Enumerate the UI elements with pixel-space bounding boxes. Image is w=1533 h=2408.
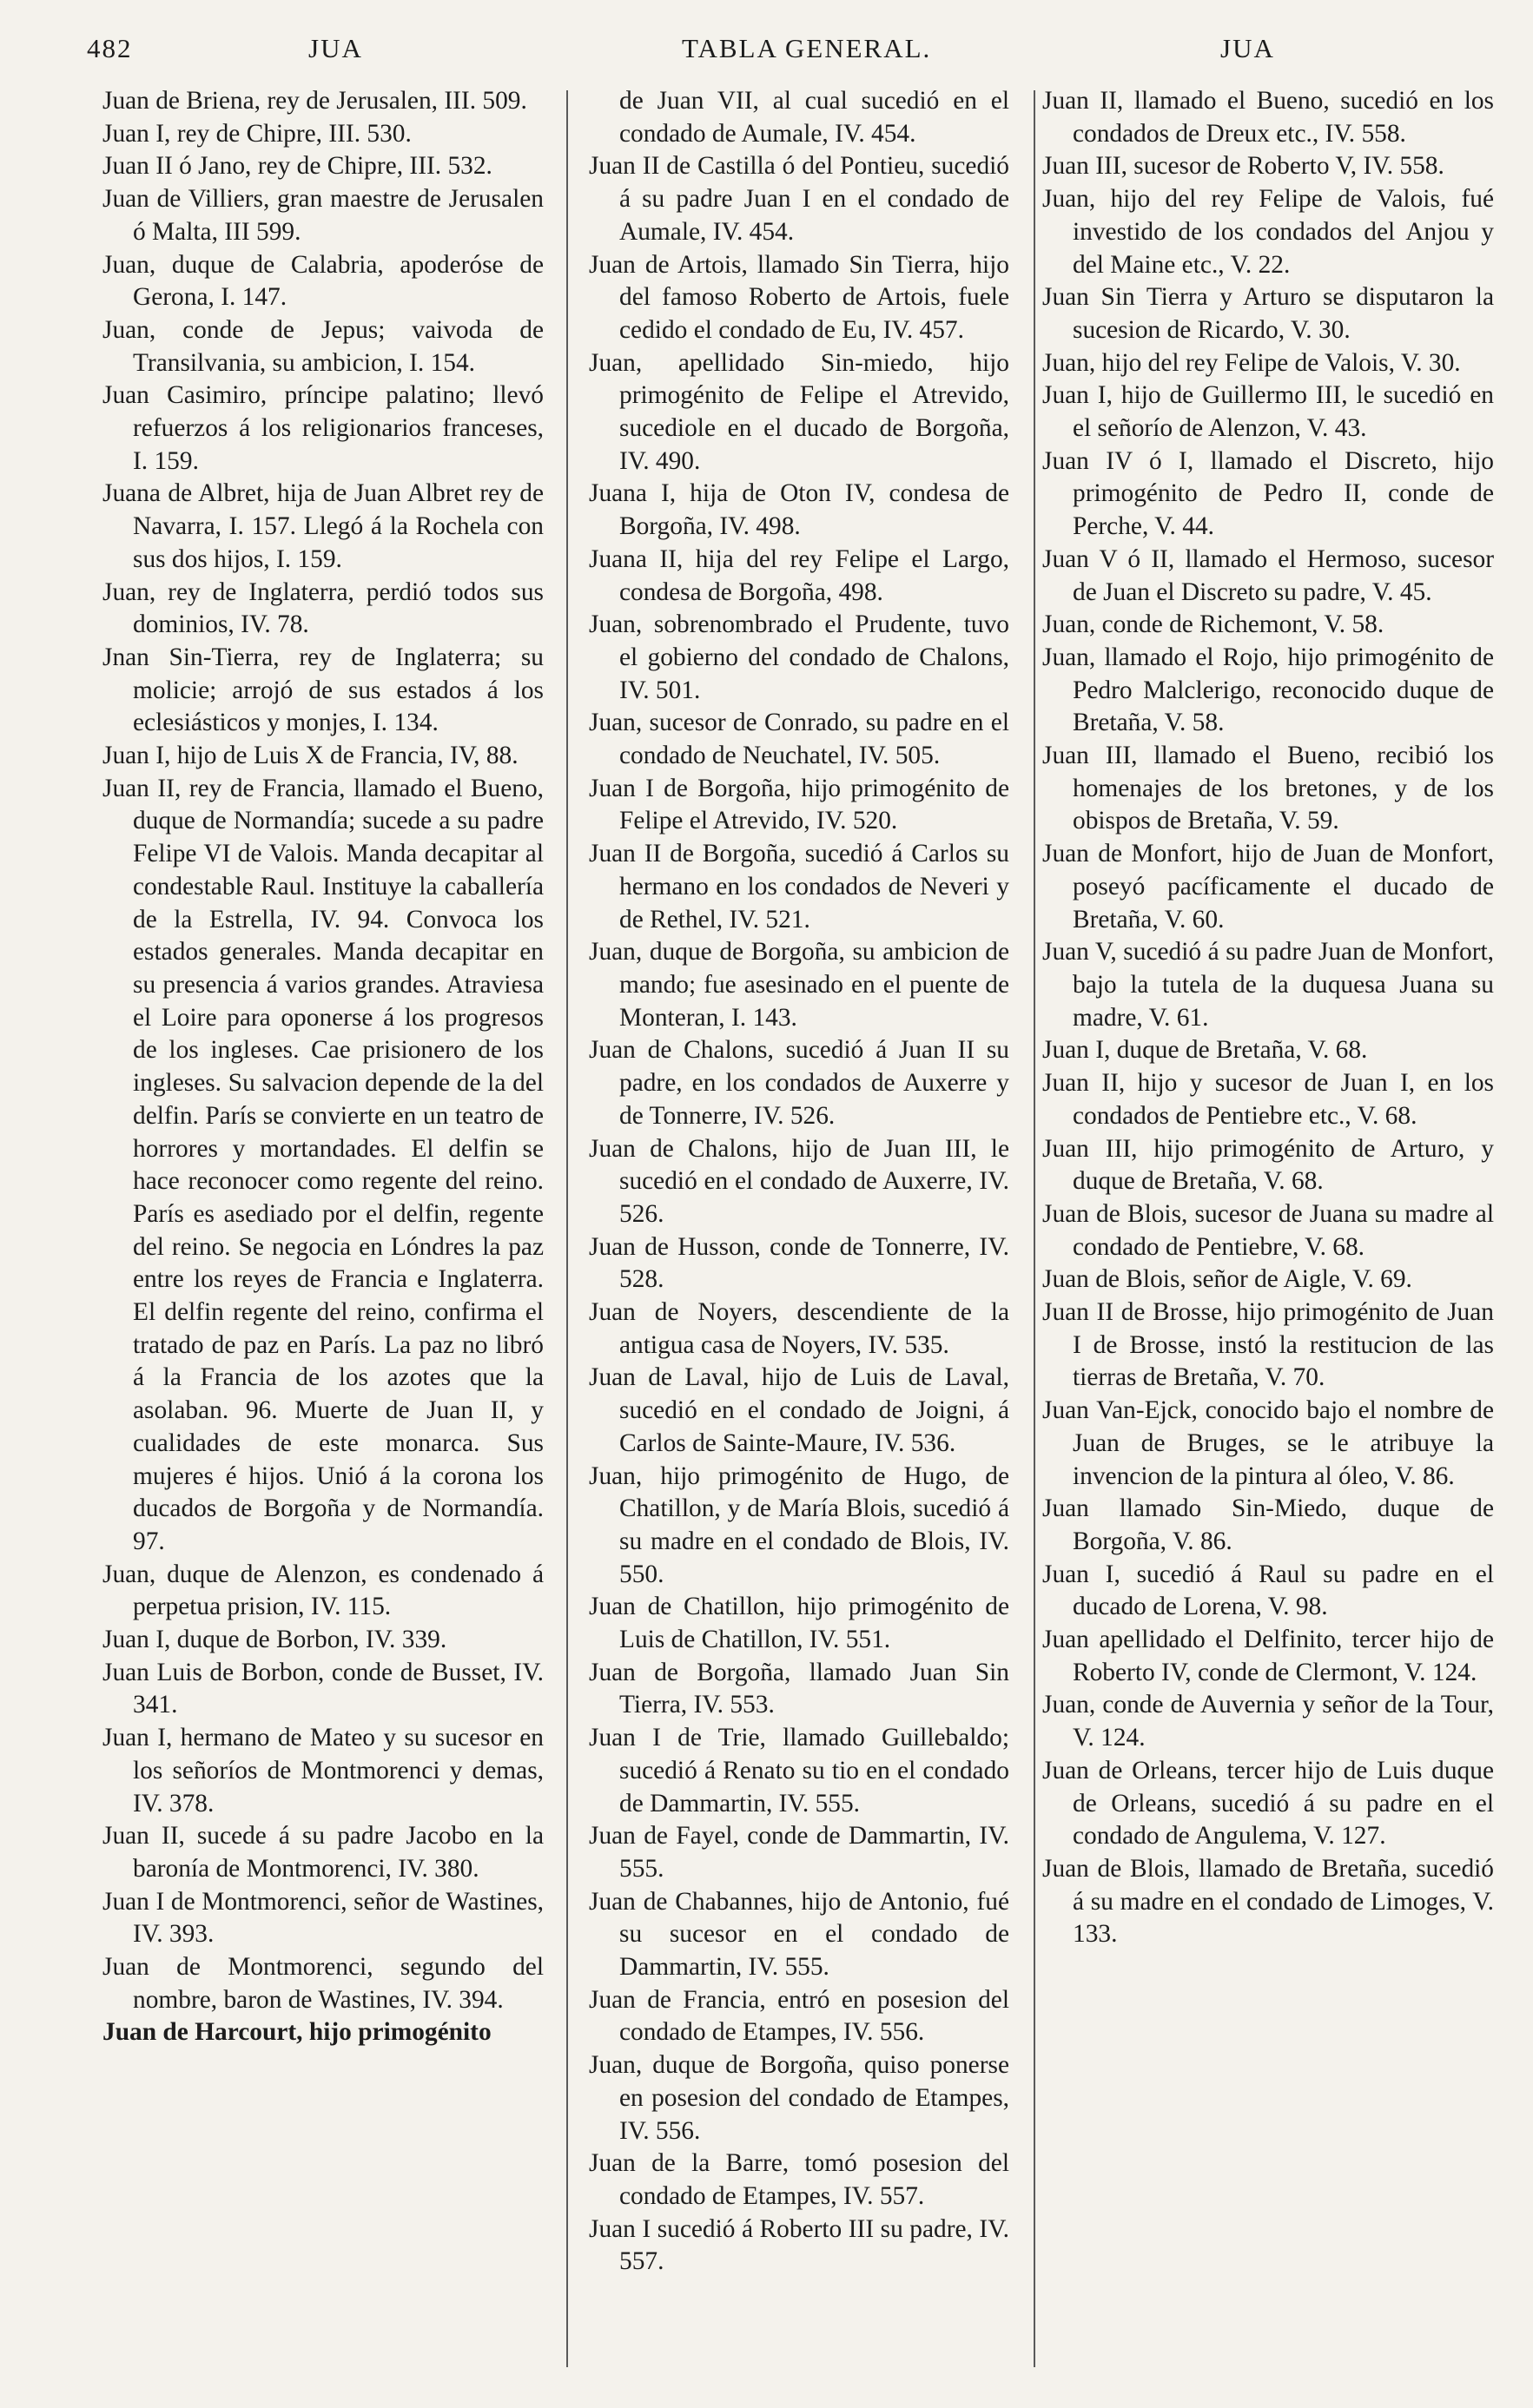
header-left-word: JUA	[308, 33, 363, 63]
column-divider	[566, 90, 568, 2367]
index-entry: Juan II de Borgoña, sucedió á Carlos su hermano en los condados de Neveri y de Rethel, IV. 521.	[589, 840, 1009, 934]
index-entry: Juan, duque de Borgoña, su ambicion de mando; fue asesinado en el puente de Monteran, I. 143.	[589, 938, 1009, 1032]
index-entry: Juan Luis de Borbon, conde de Busset, IV. 341.	[102, 1658, 544, 1719]
index-entry: Juan, sucesor de Conrado, su padre en el condado de Neuchatel, IV. 505.	[589, 709, 1009, 770]
index-entry: Juan de Orleans, tercer hijo de Luis duque de Orleans, sucedió á su padre en el condado de Angulema, V. 127.	[1042, 1756, 1494, 1851]
index-entry: Juan, llamado el Rojo, hijo primogénito de Pedro Malclerigo, reconocido duque de Bretaña, V. 58.	[1042, 643, 1494, 737]
index-entry: Juan de Villiers, gran maestre de Jerusalen ó Malta, III 599.	[102, 185, 544, 246]
index-entry: Juan II, sucede á su padre Jacobo en la baronía de Montmorenci, IV. 380.	[102, 1822, 544, 1883]
header-title: TABLA GENERAL.	[682, 33, 932, 63]
index-entry: Juana II, hija del rey Felipe el Largo, condesa de Borgoña, 498.	[589, 544, 1009, 606]
index-entry: Juan III, sucesor de Roberto V, IV. 558.	[1042, 152, 1444, 181]
index-entry: Juan I de Trie, llamado Guillebaldo; sucedió á Renato su tio en el condado de Dammartin, IV. 555.	[589, 1724, 1009, 1818]
index-entry: Juana I, hija de Oton IV, condesa de Borgoña, IV. 498.	[589, 479, 1009, 541]
index-entry: Juan de Chalons, hijo de Juan III, le sucedió en el condado de Auxerre, IV. 526.	[589, 1134, 1009, 1228]
index-entry: Juan, apellidado Sin-miedo, hijo primogénito de Felipe el Atrevido, sucediole en el ducado de Borgoña, IV. 490.	[589, 348, 1009, 475]
index-entry: Juana de Albret, hija de Juan Albret rey de Navarra, I. 157. Llegó á la Rochela con sus dos hijos, I. 159.	[102, 479, 544, 573]
index-entry: Juan, conde de Jepus; vaivoda de Transilvania, su ambicion, I. 154.	[102, 315, 544, 377]
index-entry: Juan I, hermano de Mateo y su sucesor en los señoríos de Montmorenci y demas, IV. 378.	[102, 1724, 544, 1818]
index-entry: Juan de Chabannes, hijo de Antonio, fué su sucesor en el condado de Dammartin, IV. 555.	[589, 1887, 1009, 1982]
index-entry: de Juan VII, al cual sucedió en el condado de Aumale, IV. 454.	[619, 87, 1009, 148]
index-entry: Juan I de Montmorenci, señor de Wastines, IV. 393.	[102, 1887, 544, 1949]
index-entry: Juan de Harcourt, hijo primogénito	[102, 2018, 492, 2047]
index-entry: Juan II, rey de Francia, llamado el Bueno, duque de Normandía; sucede a su padre Felipe VI de Valois. Manda decapitar al condestable Raul. Instituye la caballería de la Estrella, IV. 94. Convoca los estados generales. Manda decapitar en su presencia á varios grandes. Atraviesa el Loire para oponerse á los progresos de los ingleses. Cae prisionero de los ingleses. Su salvacion depende de la del delfin. París se convierte en un teatro de horrores y mortandades. El delfin se hace reconocer como regente del reino. París es asediado por el delfin, regente del reino. Se negocia en Lóndres la paz entre los reyes de Francia e Inglaterra. El delfin regente del reino, confirma el tratado de paz en París. La paz no libró á la Francia de los azotes que la asolaban. 96. Muerte de Juan II, y cualidades de este monarca. Sus mujeres é hijos. Unió á la corona los ducados de Borgoña y de Normandía. 97.	[102, 774, 544, 1555]
index-column-1	[102, 85, 544, 2049]
index-entry: Juan de Brienа, rey de Jerusalen, III. 509.	[102, 87, 527, 115]
index-entry: Juan III, llamado el Bueno, recibió los homenajes de los bretones, y de los obispos de Bretaña, V. 59.	[1042, 742, 1494, 835]
page-number: 482	[87, 33, 133, 63]
page-header	[87, 33, 1459, 76]
column-divider	[1034, 90, 1035, 2367]
index-entry: Juan llamado Sin-Miedo, duque de Borgoña, V. 86.	[1042, 1494, 1494, 1555]
index-entry: Juan I, duque de Borbon, IV. 339.	[102, 1626, 447, 1654]
index-entry: Juan de Borgoña, llamado Juan Sin Tierra, IV. 553.	[589, 1658, 1009, 1719]
index-entry: Juan de Laval, hijo de Luis de Laval, sucedió en el condado de Joigni, á Carlos de Sainte-Maure, IV. 536.	[589, 1363, 1009, 1457]
index-entry: Juan apellidado el Delfinito, tercer hijo de Roberto IV, conde de Clermont, V. 124.	[1042, 1626, 1494, 1686]
index-entry: Juan, rey de Inglaterra, perdió todos sus dominios, IV. 78.	[102, 577, 544, 639]
index-entry: Juan de Francia, entró en posesion del condado de Etampes, IV. 556.	[589, 1985, 1009, 2047]
index-entry: Juan Van-Ejck, conocido bajo el nombre de Juan de Bruges, se le atribuye la invencion de la pintura al óleo, V. 86.	[1042, 1396, 1494, 1490]
index-column-2	[589, 85, 1009, 2279]
index-entry: Juan V, sucedió á su padre Juan de Monfort, bajo la tutela de la duquesa Juana su madre, V. 61.	[1042, 938, 1494, 1032]
index-entry: Juan, hijo primogénito de Hugo, de Chatillon, y de María Blois, sucedió á su madre en el condado de Blois, IV. 550.	[589, 1461, 1009, 1588]
index-entry: Juan II, llamado el Bueno, sucedió en los condados de Dreux etc., IV. 558.	[1042, 87, 1494, 148]
index-column-3	[1042, 85, 1494, 1951]
index-entry: Juan, hijo del rey Felipe de Valois, V. 30.	[1042, 348, 1461, 377]
index-entry: Juan Casimiro, príncipe palatino; llevó refuerzos á los religionarios franceses, I. 159.	[102, 381, 544, 475]
index-entry: Juan de Blois, llamado de Bretaña, sucedió á su madre en el condado de Limoges, V. 133.	[1042, 1854, 1494, 1949]
index-entry: Jnan Sin-Tierra, rey de Inglaterra; su molicie; arrojó de sus estados á los eclesiásticos y monjes, I. 134.	[102, 643, 544, 737]
index-entry: Juan I sucedió á Roberto III su padre, IV. 557.	[589, 2214, 1009, 2276]
index-entry: Juan de Chalons, sucedió á Juan II su padre, en los condados de Auxerre y de Tonnerre, IV. 526.	[589, 1036, 1009, 1130]
index-entry: Juan II de Brosse, hijo primogénito de Juan I de Brosse, instó la restitucion de las tierras de Bretaña, V. 70.	[1042, 1298, 1494, 1392]
index-entry: Juan de Blois, sucesor de Juana su madre al condado de Pentiebre, V. 68.	[1042, 1199, 1494, 1261]
index-entry: Juan I, hijo de Luis X de Francia, IV, 88.	[102, 742, 519, 770]
index-entry: Juan I, rey de Chipre, III. 530.	[102, 119, 412, 148]
index-entry: Juan II de Castilla ó del Pontieu, sucedió á su padre Juan I en el condado de Aumale, IV. 454.	[589, 152, 1009, 246]
index-entry: Juan I, sucedió á Raul su padre en el ducado de Lorena, V. 98.	[1042, 1560, 1494, 1621]
index-entry: Juan de Montmorenci, segundo del nombre, baron de Wastines, IV. 394.	[102, 1953, 544, 2014]
index-entry: Juan II ó Jano, rey de Chipre, III. 532.	[102, 152, 492, 181]
index-entry: Juan de Husson, conde de Tonnerre, IV. 528.	[589, 1232, 1009, 1294]
index-entry: Juan I, duque de Bretaña, V. 68.	[1042, 1036, 1368, 1065]
index-entry: Juan, duque de Calabria, apoderóse de Gerona, I. 147.	[102, 250, 544, 312]
header-right-word: JUA	[1220, 33, 1275, 63]
index-entry: Juan Sin Tierra y Arturo se disputaron la sucesion de Ricardo, V. 30.	[1042, 283, 1494, 344]
index-entry: Juan III, hijo primogénito de Arturo, y duque de Bretaña, V. 68.	[1042, 1134, 1494, 1196]
index-entry: Juan IV ó I, llamado el Discreto, hijo primogénito de Pedro II, conde de Perche, V. 44.	[1042, 446, 1494, 541]
index-entry: Juan, conde de Richemont, V. 58.	[1042, 610, 1384, 639]
index-entry: Juan II, hijo y sucesor de Juan I, en los condados de Pentiebre etc., V. 68.	[1042, 1069, 1494, 1130]
index-entry: Juan de la Barre, tomó posesion del condado de Etampes, IV. 557.	[589, 2149, 1009, 2210]
index-entry: Juan, conde de Auvernia y señor de la Tour, V. 124.	[1042, 1691, 1494, 1752]
index-entry: Juan de Fayel, conde de Dammartin, IV. 555.	[589, 1822, 1009, 1883]
index-entry: Juan, duque de Borgoña, quiso ponerse en posesion del condado de Etampes, IV. 556.	[589, 2051, 1009, 2145]
index-entry: Juan de Blois, señor de Aigle, V. 69.	[1042, 1265, 1412, 1294]
index-entry: Juan, sobrenombrado el Prudente, tuvo el gobierno del condado de Chalons, IV. 501.	[589, 610, 1009, 704]
index-entry: Juan, duque de Alenzon, es condenado á perpetua prision, IV. 115.	[102, 1560, 544, 1621]
index-entry: Juan de Noyers, descendiente de la antigua casa de Noyers, IV. 535.	[589, 1298, 1009, 1359]
index-entry: Juan de Artois, llamado Sin Tierra, hijo del famoso Roberto de Artois, fuele cedido el condado de Eu, IV. 457.	[589, 250, 1009, 344]
index-entry: Juan de Monfort, hijo de Juan de Monfort, poseyó pacíficamente el ducado de Bretaña, V. 60.	[1042, 840, 1494, 934]
index-entry: Juan V ó II, llamado el Hermoso, sucesor de Juan el Discreto su padre, V. 45.	[1042, 544, 1494, 606]
index-entry: Juan de Chatillon, hijo primogénito de Luis de Chatillon, IV. 551.	[589, 1593, 1009, 1654]
index-entry: Juan I de Borgoña, hijo primogénito de Felipe el Atrevido, IV. 520.	[589, 774, 1009, 835]
index-entry: Juan I, hijo de Guillermo III, le sucedió en el señorío de Alenzon, V. 43.	[1042, 381, 1494, 443]
index-entry: Juan, hijo del rey Felipe de Valois, fué investido de los condados del Anjou y del Maine etc., V. 22.	[1042, 185, 1494, 279]
